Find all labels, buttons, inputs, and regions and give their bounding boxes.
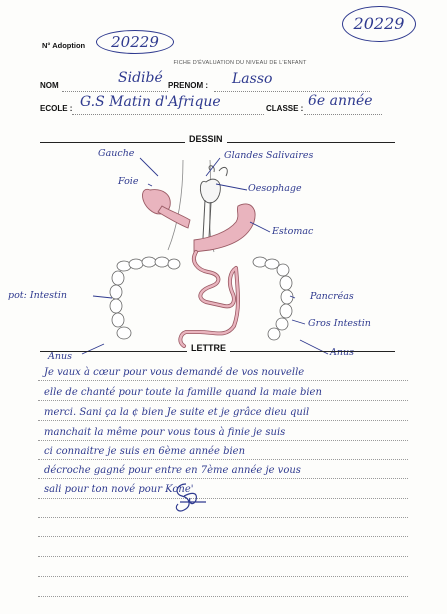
letter-line-5: ci connaitre je suis en 6ème année bien	[44, 446, 246, 457]
label-estomac: Estomac	[272, 226, 314, 237]
liver	[143, 189, 191, 228]
letter-line-6: décroche gagné pour entre en 7ème année je vous	[44, 465, 301, 476]
ecole-label: ECOLE :	[40, 104, 73, 113]
writing-line	[38, 596, 408, 597]
prenom-value: Lasso	[232, 71, 273, 87]
letter-line-2: elle de chanté pour toute la famille quand la maie bien	[44, 387, 322, 398]
ecole-field-line	[72, 114, 264, 115]
ecole-value: G.S Matin d'Afrique	[80, 94, 221, 110]
classe-label: CLASSE :	[266, 104, 304, 113]
writing-line	[38, 536, 408, 537]
label-anus-left: Anus	[48, 351, 72, 362]
writing-line	[38, 576, 408, 577]
writing-line	[38, 556, 408, 557]
label-anus-right: Anus	[330, 347, 354, 358]
adoption-number-label: N° Adoption	[42, 41, 86, 50]
nom-field-line	[62, 91, 168, 92]
writing-line	[38, 517, 408, 518]
classe-value: 6e année	[308, 93, 373, 109]
letter-line-1: Je vaux à cœur pour vous demandé de vos nouvelle	[44, 367, 305, 378]
label-gauche: Gauche	[98, 148, 135, 159]
small-intestine-fill	[180, 252, 238, 346]
classe-field-line	[304, 114, 382, 115]
writing-line	[38, 380, 408, 381]
label-oesophage: Oesophage	[248, 183, 302, 194]
lettre-section-title: LETTRE	[187, 343, 230, 353]
label-gros-intestin: Gros Intestin	[308, 318, 371, 329]
label-pancreas: Pancréas	[310, 291, 354, 302]
label-glandes-salivaires: Glandes Salivaires	[224, 150, 314, 161]
form-title: FICHE D'ÉVALUATION DU NIVEAU DE L'ENFANT	[173, 60, 307, 66]
dessin-section-title: DESSIN	[185, 134, 227, 144]
adoption-number-value: 20229	[96, 30, 174, 54]
prenom-label: PRENOM :	[168, 81, 208, 90]
letter-line-3: merci. Sani ça la ¢ bien Je suite et je grâce dieu quil	[44, 407, 310, 418]
pharynx-gland	[200, 166, 227, 203]
writing-line	[38, 400, 408, 401]
label-intestin: pot: Intestin	[8, 290, 67, 301]
label-foie: Foie	[118, 176, 139, 187]
writing-line	[38, 478, 408, 479]
nom-label: NOM	[40, 81, 59, 90]
writing-line	[38, 440, 408, 441]
signature-mark	[166, 478, 216, 518]
corner-reference-number: 20229	[342, 6, 416, 42]
writing-line	[38, 420, 408, 421]
letter-line-4: manchait la même pour vous tous à finie je suis	[44, 427, 286, 438]
nom-value: Sidibé	[118, 70, 163, 86]
writing-line	[38, 498, 408, 499]
prenom-field-line	[214, 91, 370, 92]
writing-line	[38, 459, 408, 460]
letter-line-7: sali pour ton nové pour Kone'	[44, 484, 194, 495]
